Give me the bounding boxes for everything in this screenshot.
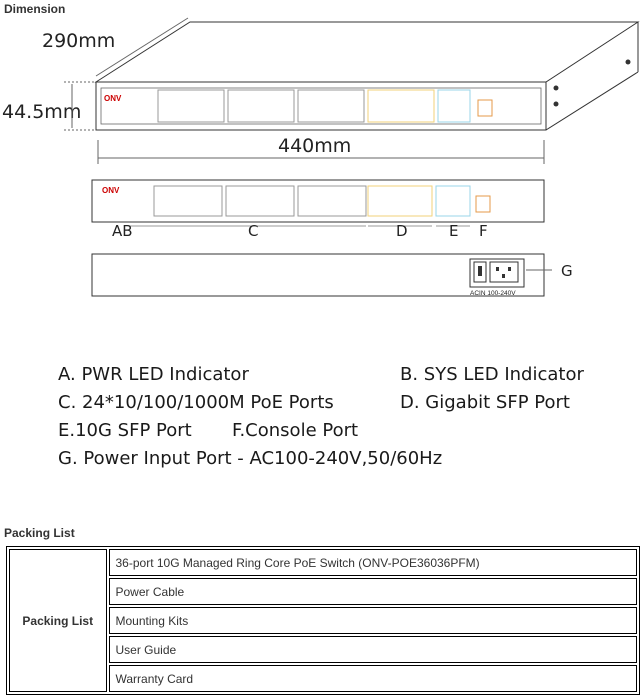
depth-label: 290mm bbox=[42, 30, 116, 52]
rear-view-panel bbox=[92, 254, 544, 297]
legend-f: F.Console Port bbox=[232, 420, 359, 441]
width-label: 440mm bbox=[278, 135, 352, 157]
dimension-title: Dimension bbox=[4, 2, 66, 16]
callout-e: E bbox=[449, 222, 459, 240]
legend-d: D. Gigabit SFP Port bbox=[400, 392, 570, 413]
callout-c: C bbox=[248, 222, 259, 240]
packing-item: Mounting Kits bbox=[109, 607, 638, 634]
power-port-label: ACIN 100-240V bbox=[470, 290, 516, 297]
packing-list-table bbox=[6, 546, 640, 695]
brand-logo: ONV bbox=[102, 186, 120, 195]
brand-logo: ONV bbox=[104, 94, 122, 103]
callout-d: D bbox=[396, 222, 408, 240]
packing-item: Warranty Card bbox=[109, 665, 638, 692]
packing-item: User Guide bbox=[109, 636, 638, 663]
packing-item: 36-port 10G Managed Ring Core PoE Switch (ONV-POE36036PFM) bbox=[109, 549, 638, 576]
screw-hole-icon bbox=[626, 60, 631, 65]
table-row bbox=[9, 549, 637, 576]
callout-g: G bbox=[561, 262, 573, 280]
height-label: 44.5mm bbox=[2, 101, 82, 123]
legend-g: G. Power Input Port - AC100-240V,50/60Hz bbox=[58, 448, 443, 469]
dimension-diagram bbox=[0, 0, 640, 320]
packing-item: Power Cable bbox=[109, 578, 638, 605]
callout-ab: AB bbox=[112, 222, 133, 240]
legend-e: E.10G SFP Port bbox=[58, 420, 192, 441]
screw-hole-icon bbox=[554, 102, 559, 107]
legend-c: C. 24*10/100/1000M PoE Ports bbox=[58, 392, 334, 413]
screw-hole-icon bbox=[554, 86, 559, 91]
packing-list-title: Packing List bbox=[4, 526, 75, 540]
legend-b: B. SYS LED Indicator bbox=[400, 364, 584, 385]
legend-a: A. PWR LED Indicator bbox=[58, 364, 249, 385]
callout-f: F bbox=[479, 222, 488, 240]
switch-3d-outline bbox=[96, 22, 638, 130]
front-view-panel bbox=[92, 180, 544, 222]
packing-list-header: Packing List bbox=[9, 549, 107, 692]
